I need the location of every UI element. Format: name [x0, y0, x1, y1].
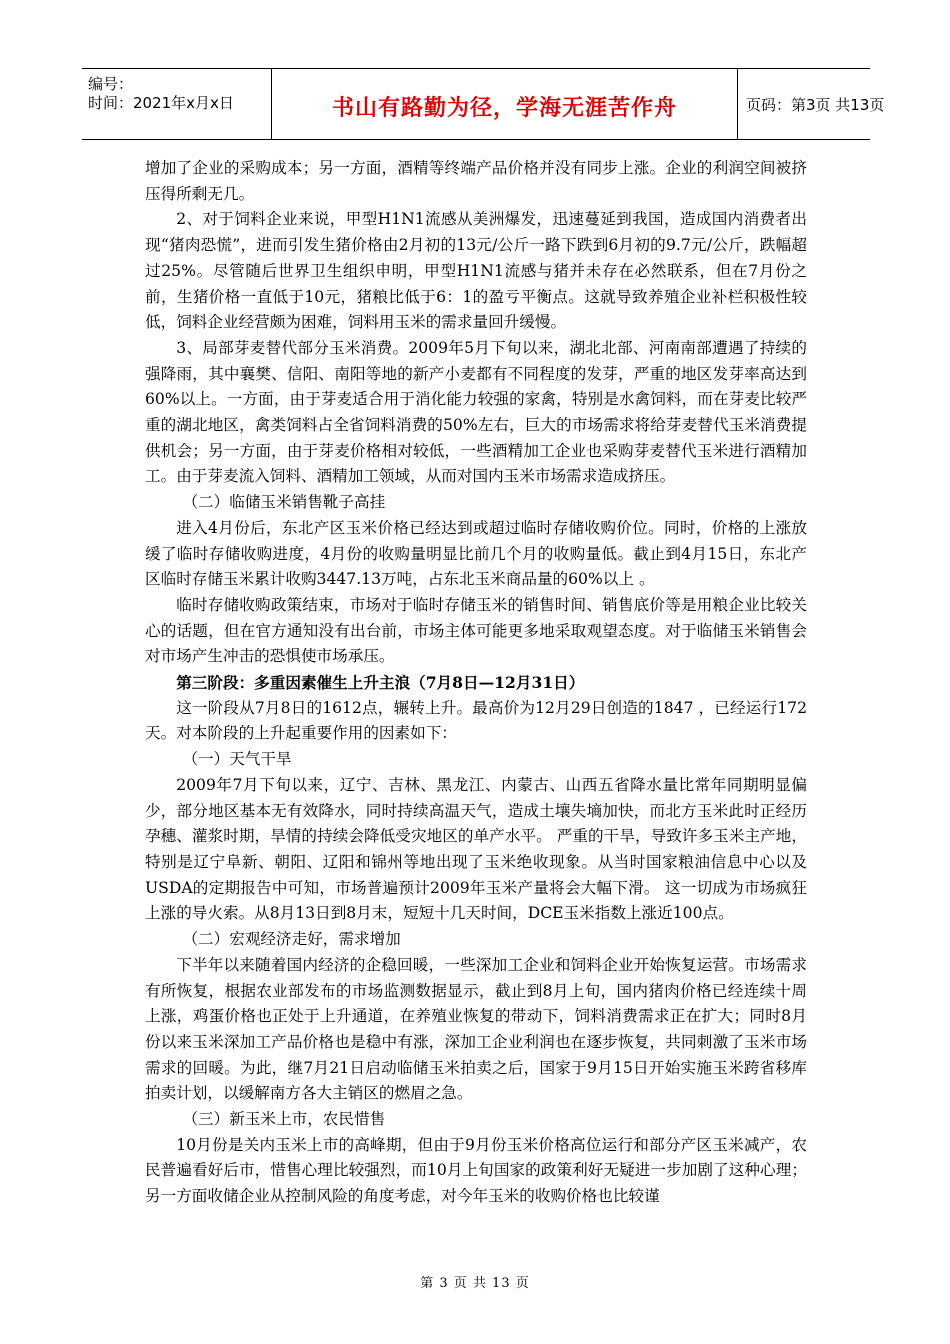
document-number-label: 编号：	[88, 75, 134, 93]
paragraph: 3、局部芽麦替代部分玉米消费。2009年5月下旬以来，湖北北部、河南南部遭遇了持续的强降雨，其中襄樊、信阳、南阳等地的新产小麦都有不同程度的发芽，严重的地区发芽率高达到60%以上。一方面，由于芽麦适合用于消化能力较强的家禽，特别是水禽饲料，而在芽麦比较严重的湖北地区，禽类饲料占全省饲料消费的50%左右，巨大的市场需求将给芽麦替代玉米消费提供机会；另一方面，由于芽麦价格相对较低，一些酒精加工企业也采购芽麦替代玉米进行酒精加工。由于芽麦流入饲料、酒精加工领域，从而对国内玉米市场需求造成挤压。	[145, 338, 807, 486]
stage-heading: 第三阶段：多重因素催生上升主浪（7月8日—12月31日）	[176, 673, 585, 693]
paragraph: 2009年7月下旬以来，辽宁、吉林、黑龙江、内蒙古、山西五省降水量比常年同期明显偏少，部分地区基本无有效降水，同时持续高温天气，造成土壤失墒加快，而北方玉米此时正经历孕穗、灌浆时期，旱情的持续会降低受灾地区的单产水平。 严重的干旱，导致许多玉米主产地，特别是辽宁阜新、朝阳、辽阳和锦州等地出现了玉米绝收现象。从当时国家粮油信息中心以及USDA的定期报告中可知，市场普遍预计2009年玉米产量将会大幅下滑。 这一切成为市场疯狂上涨的导火索。从8月13日到8月末，短短十几天时间，DCE玉米指数上涨近100点。	[145, 775, 807, 923]
section-heading: （二）临储玉米销售靴子高挂	[182, 493, 386, 512]
header-meta-cell	[82, 69, 272, 139]
paragraph: 10月份是关内玉米上市的高峰期，但由于9月份玉米价格高位运行和部分产区玉米减产，农民普遍看好后市，惜售心理比较强烈，而10月上旬国家的政策利好无疑进一步加剧了这种心理；另一方面收储企业从控制风险的角度考虑，对今年玉米的收购价格也比较谨	[145, 1135, 807, 1206]
header-page-number: 页码：第3页 共13页	[746, 95, 885, 114]
paragraph: 进入4月份后，东北产区玉米价格已经达到或超过临时存储收购价位。同时，价格的上涨放缓了临时存储收购进度，4月份的收购量明显比前几个月的收购量低。截止到4月15日，东北产区临时存储玉米累计收购3447.13万吨，占东北玉米商品量的60%以上 。	[145, 518, 807, 589]
section-heading: （三）新玉米上市，农民惜售	[182, 1110, 386, 1129]
paragraph: 增加了企业的采购成本；另一方面，酒精等终端产品价格并没有同步上涨。企业的利润空间被挤压得所剩无几。	[145, 159, 807, 203]
page-header-table	[82, 68, 885, 140]
header-motto: 书山有路勤为径，学海无涯苦作舟	[272, 69, 738, 139]
document-body	[145, 156, 807, 1210]
section-heading: （一）天气干旱	[182, 750, 292, 769]
document-date-label: 时间：2021年x月x日	[88, 94, 234, 112]
paragraph: 这一阶段从7月8日的1612点，辗转上升。最高价为12月29日创造的1847 ，已经运行172天。对本阶段的上升起重要作用的因素如下：	[145, 698, 807, 743]
page-footer: 第 3 页 共 13 页	[420, 1276, 530, 1291]
section-heading: （二）宏观经济走好，需求增加	[182, 930, 401, 949]
paragraph: 2、对于饲料企业来说，甲型H1N1流感从美洲爆发，迅速蔓延到我国，造成国内消费者出现“猪肉恐慌”，进而引发生猪价格由2月初的13元/公斤一路下跌到6月初的9.7元/公斤，跌幅超过25%。尽管随后世界卫生组织申明，甲型H1N1流感与猪并未存在必然联系，但在7月份之前，生猪价格一直低于10元，猪粮比低于6：1的盈亏平衡点。这就导致养殖企业补栏积极性较低，饲料企业经营颇为困难，饲料用玉米的需求量回升缓慢。	[145, 210, 807, 332]
paragraph: 临时存储收购政策结束，市场对于临时存储玉米的销售时间、销售底价等是用粮企业比较关心的话题，但在官方通知没有出台前，市场主体可能更多地采取观望态度。对于临储玉米销售会对市场产生冲击的恐惧使市场承压。	[145, 595, 807, 666]
paragraph: 下半年以来随着国内经济的企稳回暖，一些深加工企业和饲料企业开始恢复运营。市场需求有所恢复，根据农业部发布的市场监测数据显示，截止到8月上旬，国内猪肉价格已经连续十周上涨，鸡蛋价格也正处于上升通道，在养殖业恢复的带动下，饲料消费需求正在扩大；同时8月份以来玉米深加工产品价格也是稳中有涨，深加工企业利润也在逐步恢复，共同刺激了玉米市场需求的回暖。为此，继7月21日启动临储玉米拍卖之后，国家于9月15日开始实施玉米跨省移库拍卖计划，以缓解南方各大主销区的燃眉之急。	[145, 955, 807, 1103]
